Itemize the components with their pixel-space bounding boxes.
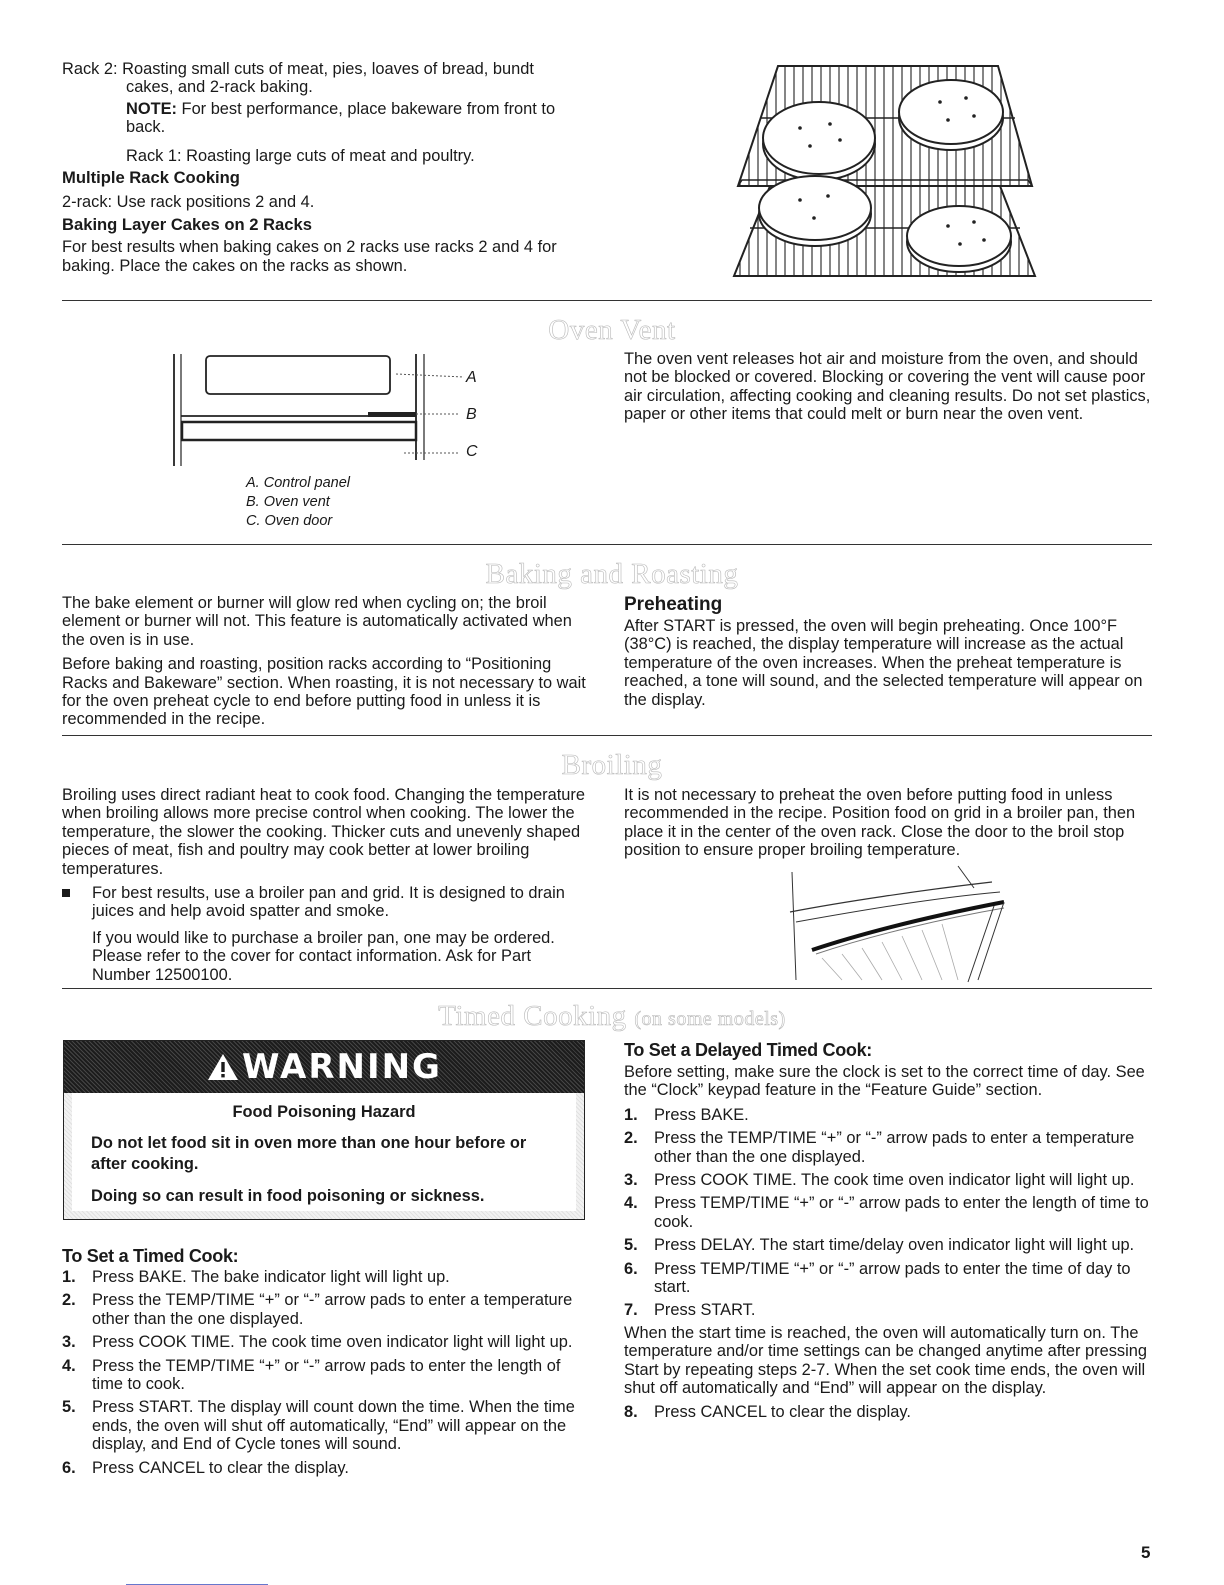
bullet-square-icon [62, 889, 70, 897]
broiling-bullet-text: For best results, use a broiler pan and grid. It is designed to drain juices and help avoid spatter and smoke. [92, 884, 565, 921]
delayed-cook-right [624, 1040, 1152, 1426]
vent-label-c: C [466, 443, 478, 460]
timed-step: 1. Press BAKE. The bake indicator light will light up. [62, 1268, 450, 1286]
rack2-cont: cakes, and 2-rack baking. [126, 78, 313, 97]
warning-line2: Doing so can result in food poisoning or sickness. [91, 1187, 485, 1205]
rack-info [62, 60, 592, 275]
delayed-cook-heading: To Set a Delayed Timed Cook: [624, 1040, 872, 1060]
set-timed-cook-steps [62, 1268, 592, 1477]
vent-label-a: A [466, 369, 477, 386]
timed-step: 3. Press COOK TIME. The cook time oven indicator light will light up. [62, 1333, 573, 1352]
vent-captions [246, 474, 446, 531]
divider-3 [62, 735, 1152, 736]
delay-step: 4. Press TEMP/TIME “+” or “-” arrow pads to enter the length of time to cook. [624, 1194, 1149, 1231]
multi-rack-heading: Multiple Rack Cooking [62, 168, 240, 188]
broiling-bullet [62, 884, 592, 984]
divider-1 [62, 300, 1152, 301]
page-number: 5 [1141, 1543, 1151, 1562]
set-timed-cook-heading: To Set a Timed Cook: [62, 1246, 239, 1266]
note-paragraph [62, 100, 592, 137]
baking-left [62, 594, 592, 729]
timed-step: 5. Press START. The display will count down the time. When the time ends, the oven will shut off automatically, “End” will appear on the display, and End of Cycle tones will sound. [62, 1398, 575, 1454]
broiling-title: Broiling [561, 749, 663, 781]
note-text: For best performance, place bakeware from front to back. [126, 99, 556, 137]
timed-cooking-title-suffix: (on some models) [634, 1008, 786, 1030]
delay-step: 8. Press CANCEL to clear the display. [624, 1402, 911, 1421]
warning-box [63, 1040, 585, 1220]
timed-step: 6. Press CANCEL to clear the display. [62, 1458, 349, 1477]
warning-content [72, 1093, 576, 1211]
delay-step: 5. Press DELAY. The start time/delay oven indicator light will light up. [624, 1236, 1135, 1255]
caption-oven-door: C. Oven door [246, 513, 333, 529]
broil-door-illustration [782, 862, 1012, 986]
broiling-right-text: It is not necessary to preheat the oven before putting food in unless recommended in the recipe. Position food on grid in a broiler pan, then place it in the center of the oven rack. Close the door to the broil stop position to ensure proper broiling temperature. [624, 786, 1136, 860]
divider-4 [62, 988, 1152, 989]
rack2-text: Rack 2: Roasting small cuts of meat, pies, loaves of bread, bundt [62, 60, 534, 78]
delayed-cook-after: When the start time is reached, the oven will automatically turn on. The temperature and/or time settings can be changed anytime after pressing Start by repeating steps 2-7. When the set cook time ends, the oven will shut off automatically and “End” will appear on the display. [624, 1323, 1147, 1398]
delay-step: 2. Press the TEMP/TIME “+” or “-” arrow pads to enter a temperature other than the one displayed. [624, 1129, 1135, 1166]
warning-label: WARNING [242, 1047, 442, 1087]
timed-step: 4. Press the TEMP/TIME “+” or “-” arrow pads to enter the length of time to cook. [62, 1356, 561, 1394]
multi-rack-text: 2-rack: Use rack positions 2 and 4. [62, 193, 315, 212]
timed-cooking-title-text: Timed Cooking [438, 1000, 627, 1032]
timed-step: 2. Press the TEMP/TIME “+” or “-” arrow pads to enter a temperature other than the one displayed. [62, 1291, 573, 1328]
timed-cooking-title [0, 1000, 1224, 1033]
oven-vent-text: The oven vent releases hot air and moisture from the oven, and should not be blocked or covered. Blocking or covering the vent will cause poor air circulation, affecting cooking and cleaning results. Do not set plastics, paper or other items that could melt or burn near the oven vent. [624, 350, 1151, 424]
two-rack-cakes-illustration [730, 58, 1040, 288]
delayed-cook-final-step [624, 1403, 1152, 1421]
delay-step: 1. Press BAKE. [624, 1105, 749, 1124]
divider-2 [62, 544, 1152, 545]
delay-step: 3. Press COOK TIME. The cook time oven indicator light will light up. [624, 1171, 1135, 1190]
delay-step: 7. Press START. [624, 1301, 756, 1320]
preheating-block [624, 594, 1152, 709]
vent-label-b: B [466, 406, 477, 423]
timed-cook-left [62, 1246, 592, 1482]
warning-line1: Do not let food sit in oven more than one hour before or after cooking. [91, 1134, 527, 1173]
warning-hazard: Food Poisoning Hazard [232, 1103, 416, 1121]
baking-p2: Before baking and roasting, position racks according to “Positioning Racks and Bakeware” section. When roasting, it is not necessary to wait for the oven preheat cycle to end before putting food in unless it is recommended in the recipe. [62, 655, 586, 729]
caption-oven-vent: B. Oven vent [246, 494, 330, 510]
broiling-bullet-note: If you would like to purchase a broiler pan, one may be ordered. Please refer to the cover for contact information. Ask for Part Number 12500100. [92, 928, 555, 984]
broiling-p1: Broiling uses direct radiant heat to cook food. Changing the temperature when broiling allows more precise control when cooking. The lower the temperature, the slower the cooking. Thicker cuts and unevenly shaped pieces of meat, fish and poultry may cook better at lower broiling temperatures. [62, 786, 585, 878]
oven-vent-diagram [168, 350, 488, 470]
layer-cakes-text: For best results when baking cakes on 2 racks use racks 2 and 4 for baking. Place the cakes on the racks as shown. [62, 238, 557, 275]
layer-cakes-heading: Baking Layer Cakes on 2 Racks [62, 215, 312, 235]
rack1-text: Rack 1: Roasting large cuts of meat and poultry. [126, 146, 475, 165]
preheating-heading: Preheating [624, 594, 723, 615]
preheating-text: After START is pressed, the oven will begin preheating. Once 100°F (38°C) is reached, the display temperature will increase as the actual temperature of the oven increases. When the preheat temperature is reached, a tone will sound, and the selected temperature will appear on the display. [624, 617, 1143, 709]
delayed-cook-steps [624, 1106, 1152, 1320]
oven-vent-title: Oven Vent [548, 314, 676, 346]
delay-step: 6. Press TEMP/TIME “+” or “-” arrow pads to enter the time of day to start. [624, 1259, 1131, 1297]
baking-roasting-title: Baking and Roasting [485, 558, 739, 590]
note-label: NOTE: [126, 99, 177, 118]
warning-triangle-icon [206, 1052, 240, 1082]
warning-header [64, 1041, 584, 1093]
baking-p1: The bake element or burner will glow red when cycling on; the broil element or burner will not. This feature is automatically activated when the oven is in use. [62, 594, 572, 649]
broiling-left [62, 786, 592, 984]
caption-control-panel: A. Control panel [246, 475, 350, 491]
delayed-cook-intro: Before setting, make sure the clock is set to the correct time of day. See the “Clock” keypad feature in the “Feature Guide” section. [624, 1063, 1145, 1100]
